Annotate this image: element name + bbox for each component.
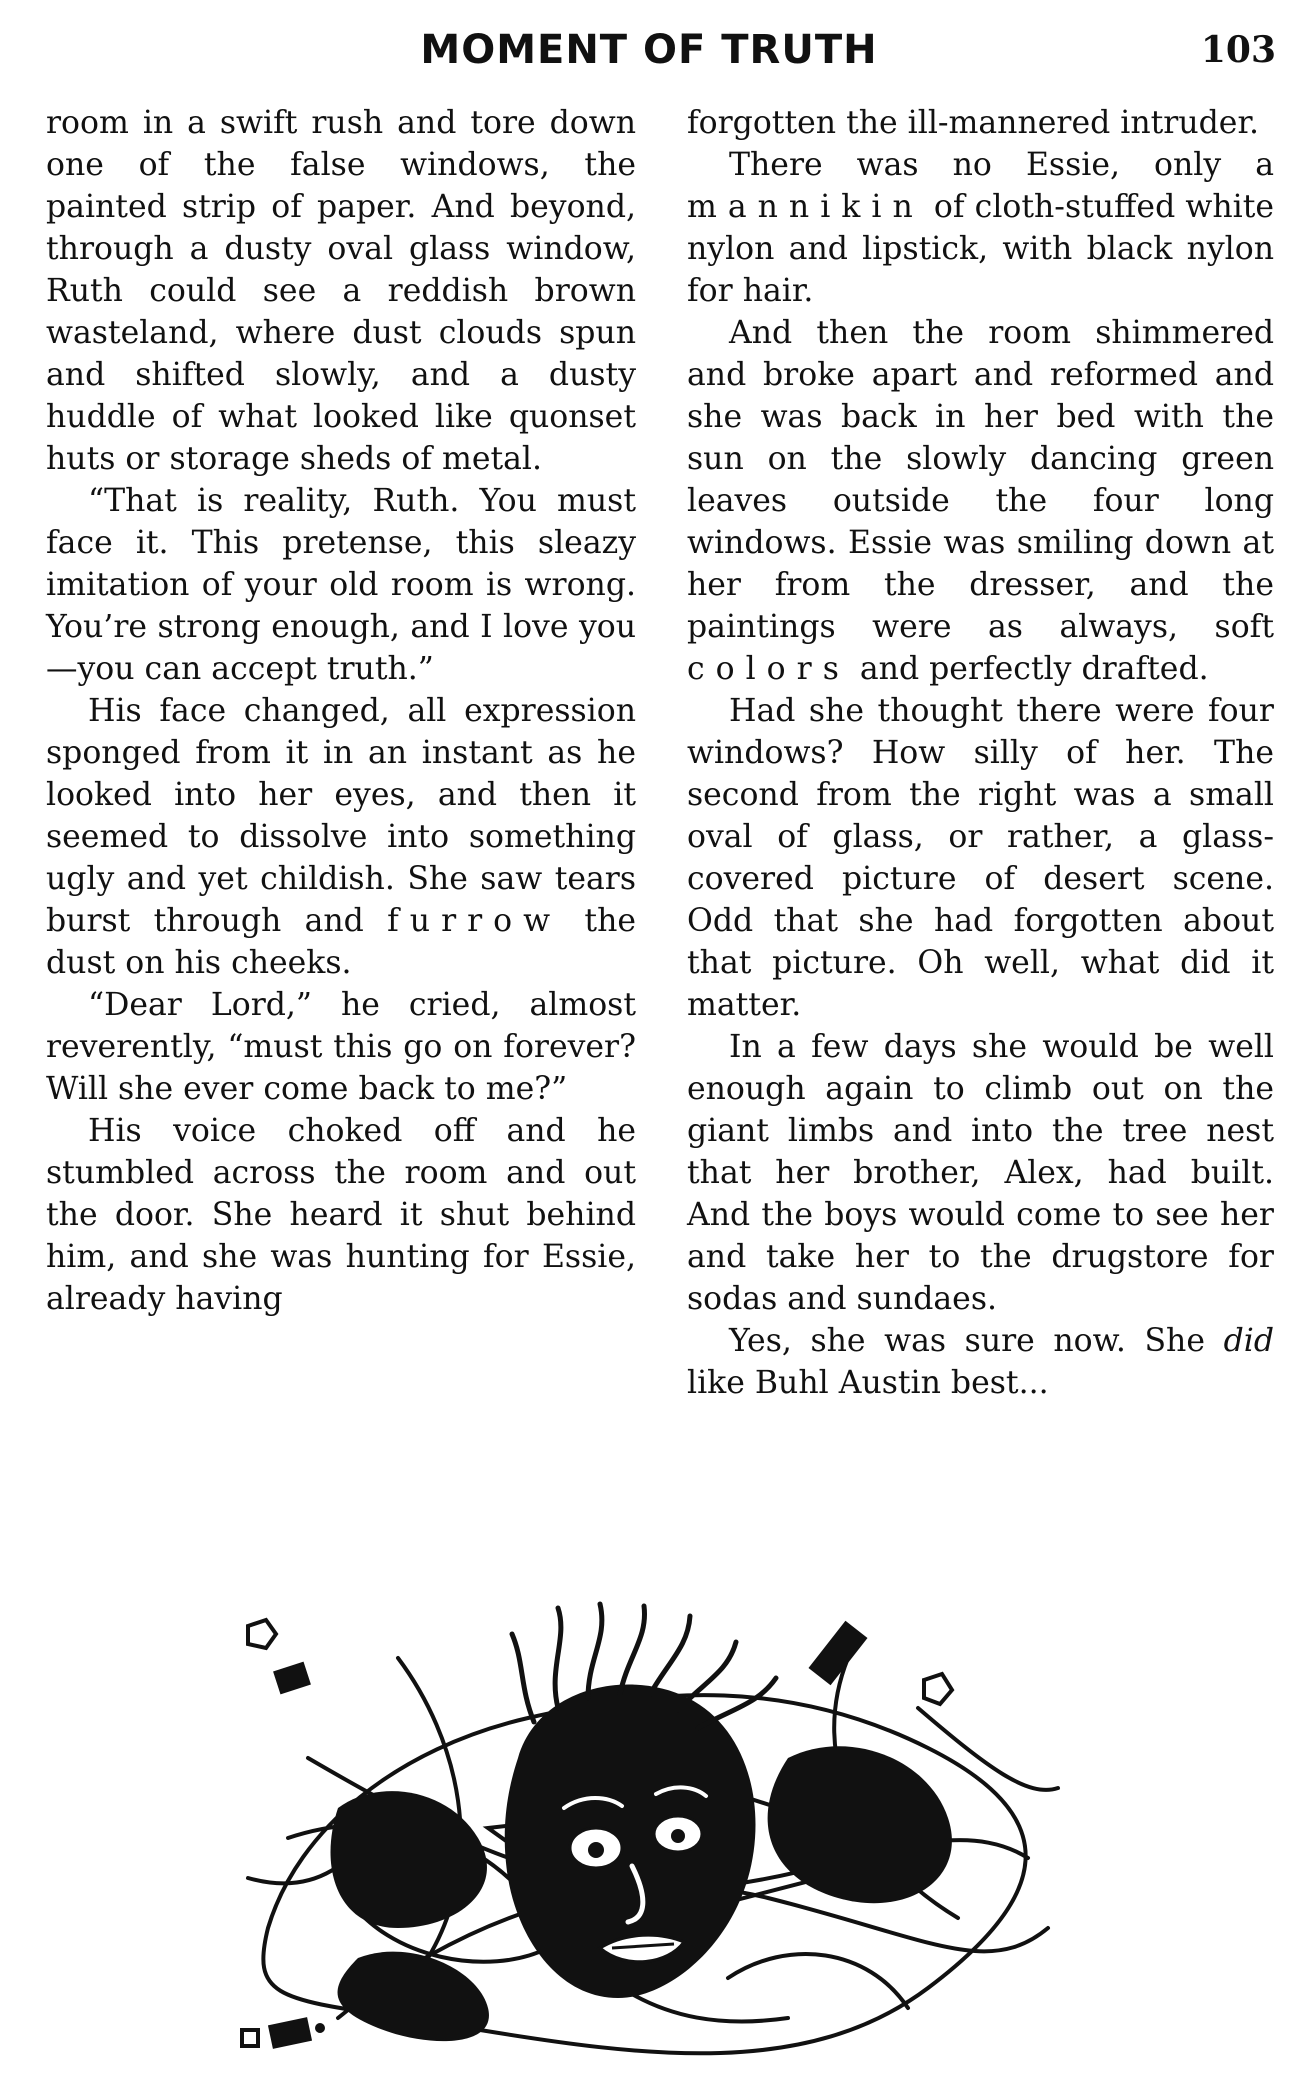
running-head — [0, 22, 1298, 78]
running-title: MOMENT OF TRUTH — [420, 27, 878, 73]
paragraph: forgotten the ill-mannered intruder. — [687, 105, 1260, 141]
paragraph: room in a swift rush and tore down one of the false windows, the painted strip of paper. And beyond, through a dusty oval glass window, Ruth could see a reddish brown wasteland, where dust clouds spun and shifted slowly, and a dusty huddle of what looked like quonset huts or storage sheds of metal. — [46, 105, 636, 477]
paragraph — [687, 1320, 1274, 1404]
text-run: the dust on his cheeks. — [46, 903, 636, 981]
paragraph: “Dear Lord,” he cried, almost reverently, “must this go on forever? Will she ever come back to me?” — [46, 987, 636, 1107]
paragraph — [687, 312, 1274, 690]
paragraph: “That is reality, Ruth. You must face it. This pretense, this sleazy imitation of your old room is wrong. You’re strong enough, and I love you —you can accept truth.” — [46, 483, 636, 687]
text-run: and perfectly drafted. — [859, 651, 1209, 687]
paragraph: In a few days she would be well enough again to climb out on the giant limbs and into the tree nest that her brother, Alex, had built. And the boys would come to see her and take her to the drugstore for sodas and sundaes. — [687, 1029, 1274, 1317]
text-run: There was no Essie, only a — [729, 147, 1274, 183]
text-run: Yes, she was sure now. She — [729, 1323, 1205, 1359]
letter-spaced-word: furrow — [387, 903, 562, 939]
text-column-right — [687, 102, 1274, 1404]
text-run: His face changed, all expression sponged from it in an instant as he looked into her eyes, and then it seemed to dissolve into something ugly and yet childish. She saw tears burst through and — [46, 693, 636, 939]
text-run: And then the room shimmered and broke apart and reformed and she was back in her bed with the sun on the slowly dancing green leaves outside the four long windows. Essie was smiling down at her from the dresser, and the paintings were as always, soft — [687, 315, 1274, 645]
letter-spaced-word: colors — [687, 651, 850, 687]
text-column-left — [46, 102, 636, 1320]
text-run: of cloth-stuffed white nylon and lipstick, with black nylon for hair. — [687, 189, 1275, 309]
paragraph: Had she thought there were four windows? How silly of her. The second from the right was a small oval of glass, or rather, a glass-covered picture of desert scene. Odd that she had forgotten about that picture. Oh well, what did it matter. — [687, 693, 1274, 1023]
illustration-drawing — [228, 1598, 1078, 2068]
paragraph — [46, 690, 636, 984]
page-number: 103 — [1200, 29, 1276, 71]
paragraph: His voice choked off and he stumbled across the room and out the door. She heard it shut behind him, and she was hunting for Essie, already having — [46, 1113, 636, 1317]
face-figure — [505, 1604, 776, 1998]
italic-word: did — [1223, 1323, 1274, 1359]
text-run: like Buhl Austin best... — [687, 1365, 1049, 1401]
story-illustration — [228, 1598, 1078, 2068]
letter-spaced-word: mannikin — [687, 189, 924, 225]
paragraph — [687, 144, 1274, 312]
